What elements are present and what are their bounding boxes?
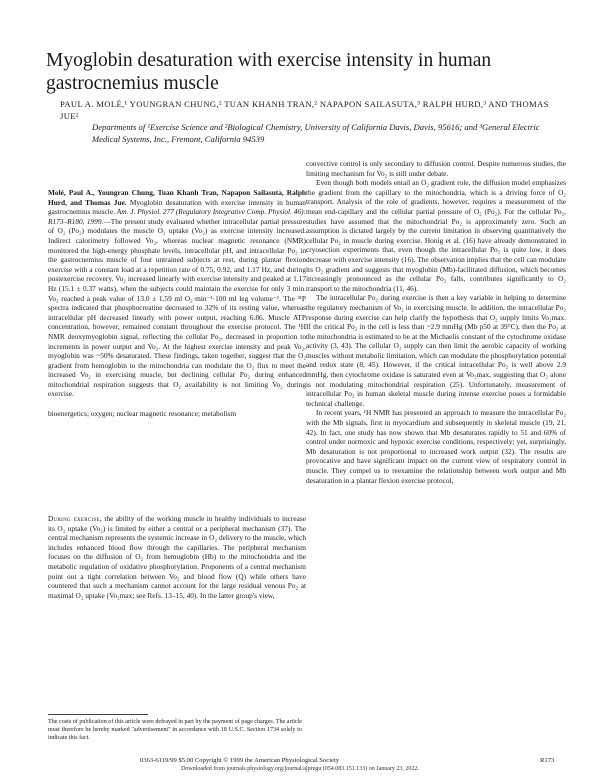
page-number: R173 bbox=[540, 757, 555, 764]
intro-right-paragraph-3: The intracellular Po₂ during exercise is then a key variable in helping to determine the regulatory mechanism of V̇o₂ in exercising muscle. In addition, the intracellular Po₂ response during exercise can help clarify the hypothesis that O₂ supply limits V̇o₂max. If the critical Po₂ in the cell is less than ~2.9 mmHg (Mb p50 at 39°C), then the Po₂ at the mitochondria is estimated to be at the Michaelis constant of the cytochrome oxidase activity (3, 43). The cellular O₂ supply can then limit the aerobic capacity of working muscles without metabolic limitation, which can modulate the phosphorylation potential and redox state (8, 45). However, if the critical intracellular Po₂ is well above 2.9 mmHg, then cytochrome oxidase is saturated even at V̇o₂max, suggesting that O₂ alone is not modulating mitochondrial respiration (25). Unfortunately, measurement of intracellular Po₂ in human skeletal muscle during intense exercise poses a formidable technical challenge. bbox=[306, 293, 566, 408]
abstract bbox=[48, 188, 306, 399]
intro-left-text: the ability of the working muscle in healthy individuals to increase its O₂ uptake (V̇o₂) is limited by either a central or a peripheral mechanism (37). The central mechanism represents the systemic increase in O₂ delivery to the muscle, which includes enhanced blood flow through the capillaries. The peripheral mechanism focuses on the diffusion of O₂ from hemoglobin (Hb) to the mitochondria and the metabolic regulation of oxidative phosphorylation. Proponents of a central mechanism point out a tight correlation between V̇o₂ and blood flow (Q̇) while others have countered that such a mechanism cannot account for the large residual venous Po₂ at maximal O₂ uptake (V̇o₂max; see Refs. 13–15, 40). In the latter group's view, bbox=[48, 514, 306, 600]
abstract-citation-authors: Molé, Paul A., Youngran Chung, Tuan Khanh Tran, Napapon Sailasuta, Ralph Hurd, and Thomas Jue. bbox=[48, 188, 306, 207]
intro-lead: During exercise, bbox=[48, 514, 103, 523]
intro-paragraph bbox=[48, 514, 306, 600]
abstract-column bbox=[48, 188, 306, 419]
abstract-body: —The present study evaluated whether intracellular partial pressure of O₂ (Po₂) modulates the muscle O₂ uptake (V̇o₂) as exercise intensity increased. Indirect calorimetry followed V̇o₂, whereas nuclear magnetic resonance (NMR) monitored the high-energy phosphate levels, intracellular pH, and intracellular Po₂ in the gastrocnemius muscle of four untrained subjects at rest, during plantar flexion exercise with a constant load at a repetition rate of 0.75, 0.92, and 1.17 Hz, and during postexercise recovery. V̇o₂ increased linearly with exercise intensity and peaked at 1.17 Hz (15.1 ± 0.37 watts), when the subjects could maintain the exercise for only 3 min. V̇o₂ reached a peak value of 13.0 ± 1.59 ml O₂·min⁻¹·100 ml leg volume⁻¹. The ³¹P spectra indicated that phosphocreatine decreased to 32% of its resting value, whereas intracellular pH decreased linearly with power output, reaching 6.86. Muscle ATP concentration, however, remained constant throughout the exercise protocol. The ¹H NMR deoxymyoglobin signal, reflecting the cellular Po₂, decreased in proportion to increments in power output and V̇o₂. At the highest exercise intensity and peak V̇o₂, myoglobin was ~50% desaturated. These findings, taken together, suggest that the O₂ gradient from hemoglobin to the mitochondria can modulate the O₂ flux to meet the increased V̇o₂ in exercising muscle, but declining cellular Po₂ during enhanced mitochondrial respiration suggests that O₂ availability is not limiting V̇o₂ during exercise. bbox=[48, 216, 306, 399]
intro-right-paragraph-4: In recent years, ¹H NMR has presented an approach to measure the intracellular Po₂ with the Mb signals, first in myocardium and subsequently in skeletal muscle (19, 21, 42). In fact, one study has now shown that Mb desaturates rapidly to 51 and 60% of control under normoxic and hypoxic exercise conditions, respectively; yet, surprisingly, Mb desaturation is not proportional to increased work output (32). The results are provocative and have significant impact on the current view of respiratory control in muscle. They compel us to reexamine the relationship between work output and Mb desaturation in a plantar flexion exercise protocol, bbox=[306, 408, 566, 485]
intro-right-paragraph-1: convective control is only secondary to diffusion control. Despite numerous studies, the limiting mechanism for V̇o₂ is still under debate. bbox=[306, 159, 566, 178]
author-affiliations: Departments of ¹Exercise Science and ²Biological Chemistry, University of California Davis, Davis, 95616; and ³General Electric Medical Systems, Inc., Fremont, California 94539 bbox=[92, 122, 540, 144]
article-title: Myoglobin desaturation with exercise intensity in human gastrocnemius muscle bbox=[46, 50, 492, 95]
author-list: PAUL A. MOLÉ,¹ YOUNGRAN CHUNG,² TUAN KHANH TRAN,² NAPAPON SAILASUTA,³ RALPH HURD,³ AND THOMAS JUE² bbox=[60, 99, 549, 121]
abstract-citation-journal: Am. J. Physiol. 277 (Regulatory Integrative Comp. Physiol. 46): R173–R180, 1999. bbox=[48, 207, 306, 226]
keywords: bioenergetics; oxygen; nuclear magnetic resonance; metabolism bbox=[48, 409, 237, 419]
footnote: The costs of publication of this article were defrayed in part by the payment of page charges. The article must therefore be hereby marked "advertisement" in accordance with 18 U.S.C. Section 1734 solely to indicate this fact. bbox=[48, 719, 302, 741]
abstract-citation-title: Myoglobin desaturation with exercise intensity in human gastrocnemius muscle. bbox=[48, 197, 306, 217]
intro-left-column bbox=[48, 514, 306, 600]
footnote-divider bbox=[48, 714, 148, 715]
intro-right-paragraph-2: Even though both models entail an O₂ gradient role, the diffusion model emphasizes the gradient from the capillary to the mitochondria, which is a driving force of O₂ transport. Analysis of the role of gradients, however, requires a measurement of the mean end-capillary and the cellular partial pressure of O₂ (Po₂). For the cellular Po₂, studies have assumed that the mitochondrial Po₂ is approximately zero. Such an assumption is dictated largely by the current limitation in observing quantitatively the cellular Po₂ in muscle during exercise. Honig et al. (16) have already demonstrated in cryosection experiments that, even though the intracellular Po₂ is quite low, it does decrease with exercise intensity (16). The observation implies that the cell can modulate its O₂ gradient and suggests that myoglobin (Mb)-facilitated diffusion, which becomes increasingly pronounced as the cellular Po₂ falls, contributes significantly to O₂ transport to the mitochondria (11, 46). bbox=[306, 178, 566, 293]
footer-issn: 0363-6119/99 $5.00 Copyright © 1999 the American Physiological Society bbox=[140, 757, 340, 764]
download-notice: Downloaded from journals.physiology.org/journal/ajpregu (054.083.151.133) on January 23, 2022. bbox=[181, 766, 419, 772]
intro-right-column bbox=[306, 159, 566, 485]
